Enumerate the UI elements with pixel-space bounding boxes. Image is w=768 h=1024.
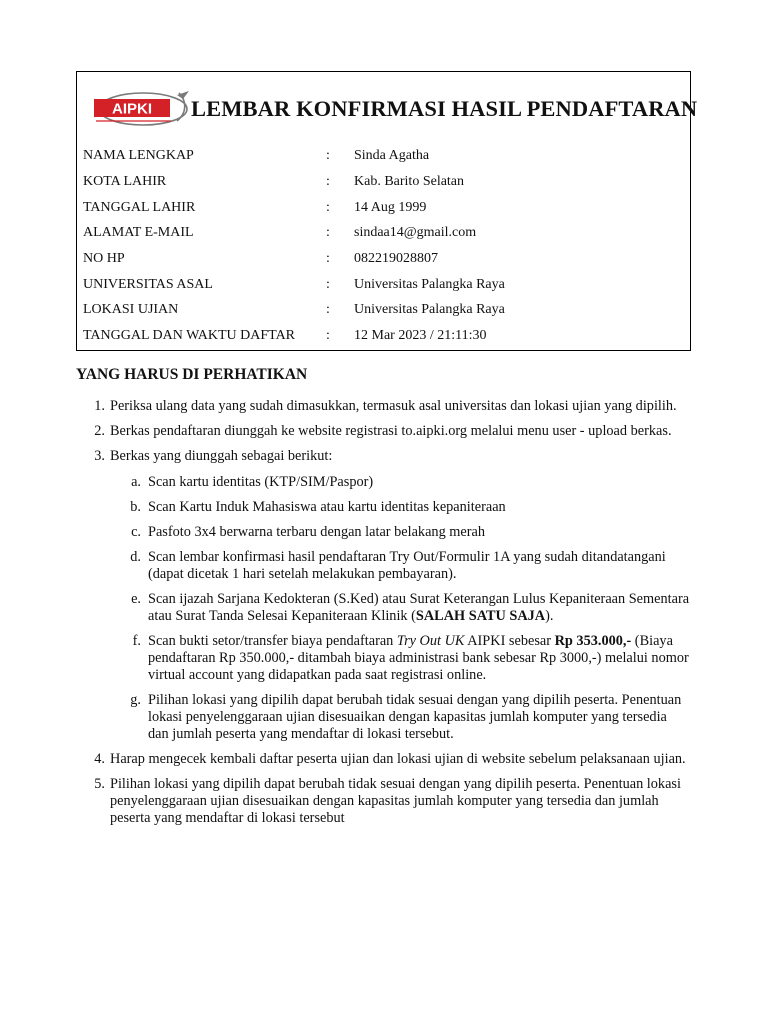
sub-list-item bbox=[76, 591, 691, 625]
field-label: LOKASI UJIAN bbox=[83, 302, 179, 317]
field-tanggal-lahir bbox=[83, 199, 683, 225]
list-number: 2. bbox=[94, 423, 105, 439]
field-separator: : bbox=[326, 328, 330, 343]
list-item bbox=[76, 776, 691, 827]
field-value: Universitas Palangka Raya bbox=[354, 302, 505, 317]
field-separator: : bbox=[326, 200, 330, 215]
field-alamat-email bbox=[83, 224, 683, 250]
field-separator: : bbox=[326, 277, 330, 292]
sub-list-item bbox=[76, 549, 691, 583]
list-text: Berkas yang diunggah sebagai berikut: bbox=[110, 448, 333, 464]
sub-letter: f. bbox=[132, 633, 141, 649]
sub-letter: g. bbox=[130, 692, 141, 708]
sub-text: Scan ijazah Sarjana Kedokteran (S.Ked) atau Surat Keterangan Lulus Kepaniteraan Sementara atau Surat Tanda Selesai Kepaniteraan Klinik ( bbox=[148, 591, 690, 624]
list-text: Periksa ulang data yang sudah dimasukkan, termasuk asal universitas dan lokasi ujian yang dipilih. bbox=[110, 398, 677, 414]
list-number: 4. bbox=[94, 751, 105, 767]
sub-list-item bbox=[76, 474, 691, 491]
sub-list-item bbox=[76, 499, 691, 516]
field-value: Sinda Agatha bbox=[354, 148, 430, 163]
field-value: 14 Aug 1999 bbox=[354, 200, 427, 215]
field-label: TANGGAL DAN WAKTU DAFTAR bbox=[83, 328, 296, 343]
list-number: 3. bbox=[94, 448, 105, 464]
list-item bbox=[76, 751, 691, 768]
list-item bbox=[76, 423, 691, 440]
sub-list-item bbox=[76, 633, 691, 684]
sub-text: Scan kartu identitas (KTP/SIM/Paspor) bbox=[148, 474, 374, 490]
sub-list-item bbox=[76, 524, 691, 541]
field-no-hp bbox=[83, 250, 683, 276]
field-value: 12 Mar 2023 / 21:11:30 bbox=[354, 328, 487, 343]
page-title: LEMBAR KONFIRMASI HASIL PENDAFTARAN bbox=[191, 96, 698, 121]
sub-text: Scan Kartu Induk Mahasiswa atau kartu identitas kepaniteraan bbox=[148, 499, 506, 515]
sub-text-end: ). bbox=[545, 608, 554, 624]
sub-text-mid: AIPKI sebesar bbox=[464, 633, 555, 649]
sub-text: Scan lembar konfirmasi hasil pendaftaran Try Out/Formulir 1A yang sudah ditandatangani (dapat dicetak 1 hari setelah melakukan pembayaran). bbox=[148, 549, 666, 582]
confirmation-box bbox=[76, 71, 698, 351]
sub-text: Pilihan lokasi yang dipilih dapat berubah tidak sesuai dengan yang dipilih peserta. Penentuan lokasi penyelenggaraan ujian disesuaikan dengan kapasitas jumlah komputer yang tersedia dan jumlah peserta yang mendaftar di lokasi tersebut. bbox=[148, 692, 682, 742]
sub-text: Scan bukti setor/transfer biaya pendaftaran bbox=[148, 633, 397, 649]
field-nama-lengkap bbox=[83, 147, 683, 173]
field-tanggal-waktu-daftar bbox=[83, 327, 683, 353]
list-text: Berkas pendaftaran diunggah ke website registrasi to.aipki.org melalui menu user - upload berkas. bbox=[110, 423, 672, 439]
field-value: Universitas Palangka Raya bbox=[354, 277, 505, 292]
field-label: NO HP bbox=[83, 251, 125, 266]
field-universitas-asal bbox=[83, 276, 683, 302]
aipki-logo bbox=[91, 89, 191, 129]
field-label: KOTA LAHIR bbox=[83, 174, 167, 189]
sub-text-end: (Biaya pendaftaran Rp 350.000,- ditambah biaya administrasi bank sebesar Rp 3000,-) melalui nomor virtual account yang didapatkan pada saat registrasi online. bbox=[148, 633, 689, 683]
field-label: NAMA LENGKAP bbox=[83, 148, 194, 163]
sub-text-bold: SALAH SATU SAJA bbox=[415, 608, 546, 624]
list-number: 1. bbox=[94, 398, 105, 414]
sub-letter: e. bbox=[131, 591, 141, 607]
field-separator: : bbox=[326, 148, 330, 163]
field-value: Kab. Barito Selatan bbox=[354, 174, 465, 189]
list-text: Harap mengecek kembali daftar peserta ujian dan lokasi ujian di website sebelum pelaksanaan ujian. bbox=[110, 751, 686, 767]
sub-letter: a. bbox=[131, 474, 141, 490]
field-label: ALAMAT E-MAIL bbox=[83, 225, 194, 240]
list-item bbox=[76, 398, 691, 415]
sub-text-bold: Rp 353.000,- bbox=[554, 633, 632, 649]
sub-text: Pasfoto 3x4 berwarna terbaru dengan latar belakang merah bbox=[148, 524, 486, 540]
sub-letter: c. bbox=[131, 524, 141, 540]
sub-text-italic: Try Out UK bbox=[396, 633, 465, 649]
field-kota-lahir bbox=[83, 173, 683, 199]
field-label: TANGGAL LAHIR bbox=[83, 200, 196, 215]
field-separator: : bbox=[326, 225, 330, 240]
sub-list bbox=[76, 474, 691, 743]
sub-letter: d. bbox=[130, 549, 141, 565]
field-value: 082219028807 bbox=[354, 251, 438, 266]
logo-text: AIPKI bbox=[111, 100, 153, 118]
list-number: 5. bbox=[94, 776, 105, 792]
field-separator: : bbox=[326, 174, 330, 189]
sub-letter: b. bbox=[130, 499, 141, 515]
field-lokasi-ujian bbox=[83, 301, 683, 327]
list-item bbox=[76, 448, 691, 465]
notes-title: YANG HARUS DI PERHATIKAN bbox=[76, 366, 308, 383]
field-separator: : bbox=[326, 251, 330, 266]
sub-list-item bbox=[76, 692, 691, 743]
field-label: UNIVERSITAS ASAL bbox=[83, 277, 213, 292]
list-text: Pilihan lokasi yang dipilih dapat berubah tidak sesuai dengan yang dipilih peserta. Penentuan lokasi penyelenggaraan ujian disesuaikan dengan kapasitas jumlah komputer yang tersedia dan jumlah peserta yang mendaftar di lokasi tersebut bbox=[110, 776, 681, 826]
field-separator: : bbox=[326, 302, 330, 317]
field-value: sindaa14@gmail.com bbox=[354, 225, 477, 240]
notes-list bbox=[76, 398, 691, 835]
